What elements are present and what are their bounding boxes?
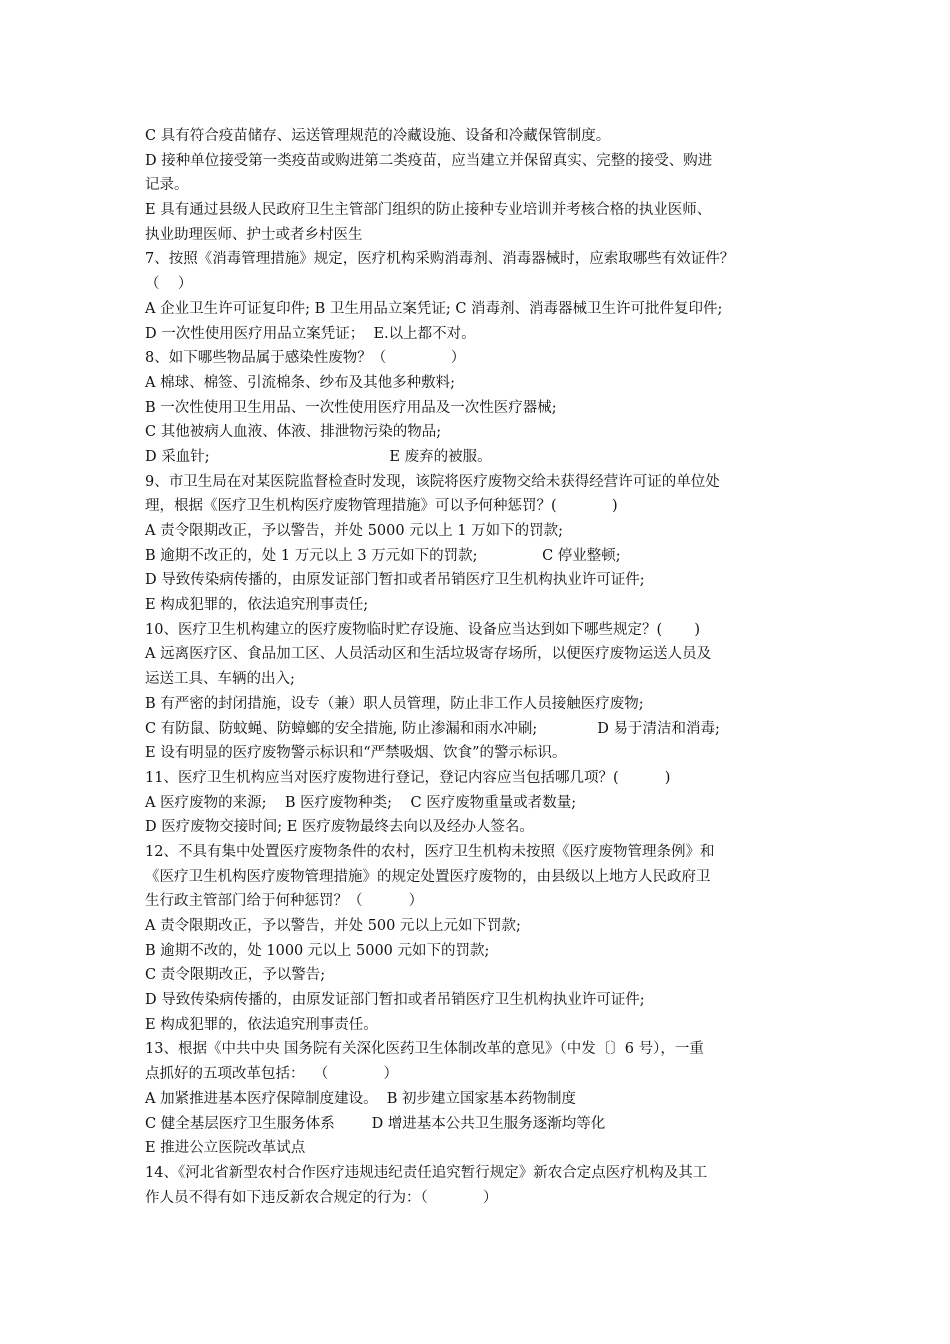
text-line: 理，根据《医疗卫生机构医疗废物管理措施》可以予何种惩罚？( )	[145, 498, 618, 515]
text-line: C 具有符合疫苗储存、运送管理规范的冷藏设施、设备和冷藏保管制度。	[145, 128, 611, 144]
text-line: B 逾期不改的，处 1000 元以上 5000 元如下的罚款;	[145, 942, 490, 959]
question-14: 14、《河北省新型农村合作医疗违规违纪责任追究暂行规定》新农合定点医疗机构及其工	[145, 1164, 708, 1181]
question-11: 11、医疗卫生机构应当对医疗废物进行登记，登记内容应当包括哪几项？( )	[145, 769, 671, 786]
question-9: 9、市卫生局在对某医院监督检查时发现，该院将医疗废物交给未获得经营许可证的单位处	[145, 473, 720, 490]
text-line: C 有防鼠、防蚊蝇、防蟑螂的安全措施, 防止渗漏和雨水冲刷; D 易于清洁和消毒;	[145, 720, 720, 737]
text-line: （ ）	[145, 276, 193, 293]
text-line: D 接种单位接受第一类疫苗或购进第二类疫苗，应当建立并保留真实、完整的接受、购进	[145, 152, 713, 169]
text-line: A 加紧推进基本医疗保障制度建设。 B 初步建立国家基本药物制度	[145, 1090, 577, 1107]
text-line: 作人员不得有如下违反新农合规定的行为：（ ）	[145, 1189, 498, 1206]
text-line: D 医疗废物交接时间; E 医疗废物最终去向以及经办人签名。	[145, 819, 534, 836]
text-line: E 构成犯罪的，依法追究刑事责任;	[145, 597, 369, 614]
text-line: 生行政主管部门给于何种惩罚？（ ）	[145, 893, 424, 910]
text-line: E 构成犯罪的，依法追究刑事责任。	[145, 1016, 378, 1033]
text-line: A 棉球、棉签、引流棉条、纱布及其他多种敷料;	[145, 374, 455, 391]
question-8: 8、如下哪些物品属于感染性废物？（ ）	[145, 350, 466, 367]
text-line: A 企业卫生许可证复印件; B 卫生用品立案凭证; C 消毒剂、消毒器械卫生许可批件复印件;	[145, 300, 723, 317]
text-line: B 有严密的封闭措施，设专（兼）职人员管理，防止非工作人员接触医疗废物;	[145, 695, 644, 712]
text-line: D 一次性使用医疗用品立案凭证； E.以上都不对。	[145, 325, 476, 342]
text-line: 执业助理医师、护士或者乡村医生	[145, 226, 363, 243]
text-line: E 设有明显的医疗废物警示标识和“严禁吸烟、饮食”的警示标识。	[145, 745, 567, 762]
question-7: 7、按照《消毒管理措施》规定，医疗机构采购消毒剂、消毒器械时，应索取哪些有效证件？	[145, 251, 735, 268]
text-line: C 其他被病人血液、体液、排泄物污染的物品;	[145, 424, 442, 441]
text-line: A 责令限期改正，予以警告，并处 5000 元以上 1 万如下的罚款;	[145, 523, 564, 539]
text-line: 记录。	[145, 177, 189, 194]
text-line: A 远离医疗区、食品加工区、人员活动区和生活垃圾寄存场所，以便医疗废物运送人员及	[145, 646, 712, 663]
text-line: C 健全基层医疗卫生服务体系 D 增进基本公共卫生服务逐渐均等化	[145, 1115, 606, 1132]
text-line: 运送工具、车辆的出入;	[145, 671, 295, 688]
document-body	[145, 124, 815, 1210]
text-line: E 具有通过县级人民政府卫生主管部门组织的防止接种专业培训并考核合格的执业医师、	[145, 202, 712, 219]
text-line: D 导致传染病传播的，由原发证部门暂扣或者吊销医疗卫生机构执业许可证件;	[145, 572, 645, 589]
text-line: E 推进公立医院改革试点	[145, 1140, 306, 1157]
text-line: C 责令限期改正，予以警告;	[145, 967, 326, 984]
question-12: 12、不具有集中处置医疗废物条件的农村，医疗卫生机构未按照《医疗废物管理条例》和	[145, 843, 715, 860]
text-line: B 一次性使用卫生用品、一次性使用医疗用品及一次性医疗器械;	[145, 399, 557, 416]
text-line: B 逾期不改正的，处 1 万元以上 3 万元如下的罚款; C 停业整顿;	[145, 547, 621, 564]
text-line: D 导致传染病传播的，由原发证部门暂扣或者吊销医疗卫生机构执业许可证件;	[145, 992, 645, 1009]
text-line: A 医疗废物的来源; B 医疗废物种类; C 医疗废物重量或者数量;	[145, 794, 577, 811]
question-13: 13、根据《中共中央 国务院有关深化医药卫生体制改革的意见》（中发〔〕6 号），一重	[145, 1041, 704, 1058]
text-line: D 采血针; E 废弃的被服。	[145, 448, 492, 465]
text-line: 点抓好的五项改革包括： （ ）	[145, 1066, 399, 1083]
text-line: A 责令限期改正，予以警告，并处 500 元以上元如下罚款;	[145, 918, 521, 934]
text-line: 《医疗卫生机构医疗废物管理措施》的规定处置医疗废物的，由县级以上地方人民政府卫	[145, 868, 711, 885]
question-10: 10、医疗卫生机构建立的医疗废物临时贮存设施、设备应当达到如下哪些规定？( )	[145, 621, 701, 638]
